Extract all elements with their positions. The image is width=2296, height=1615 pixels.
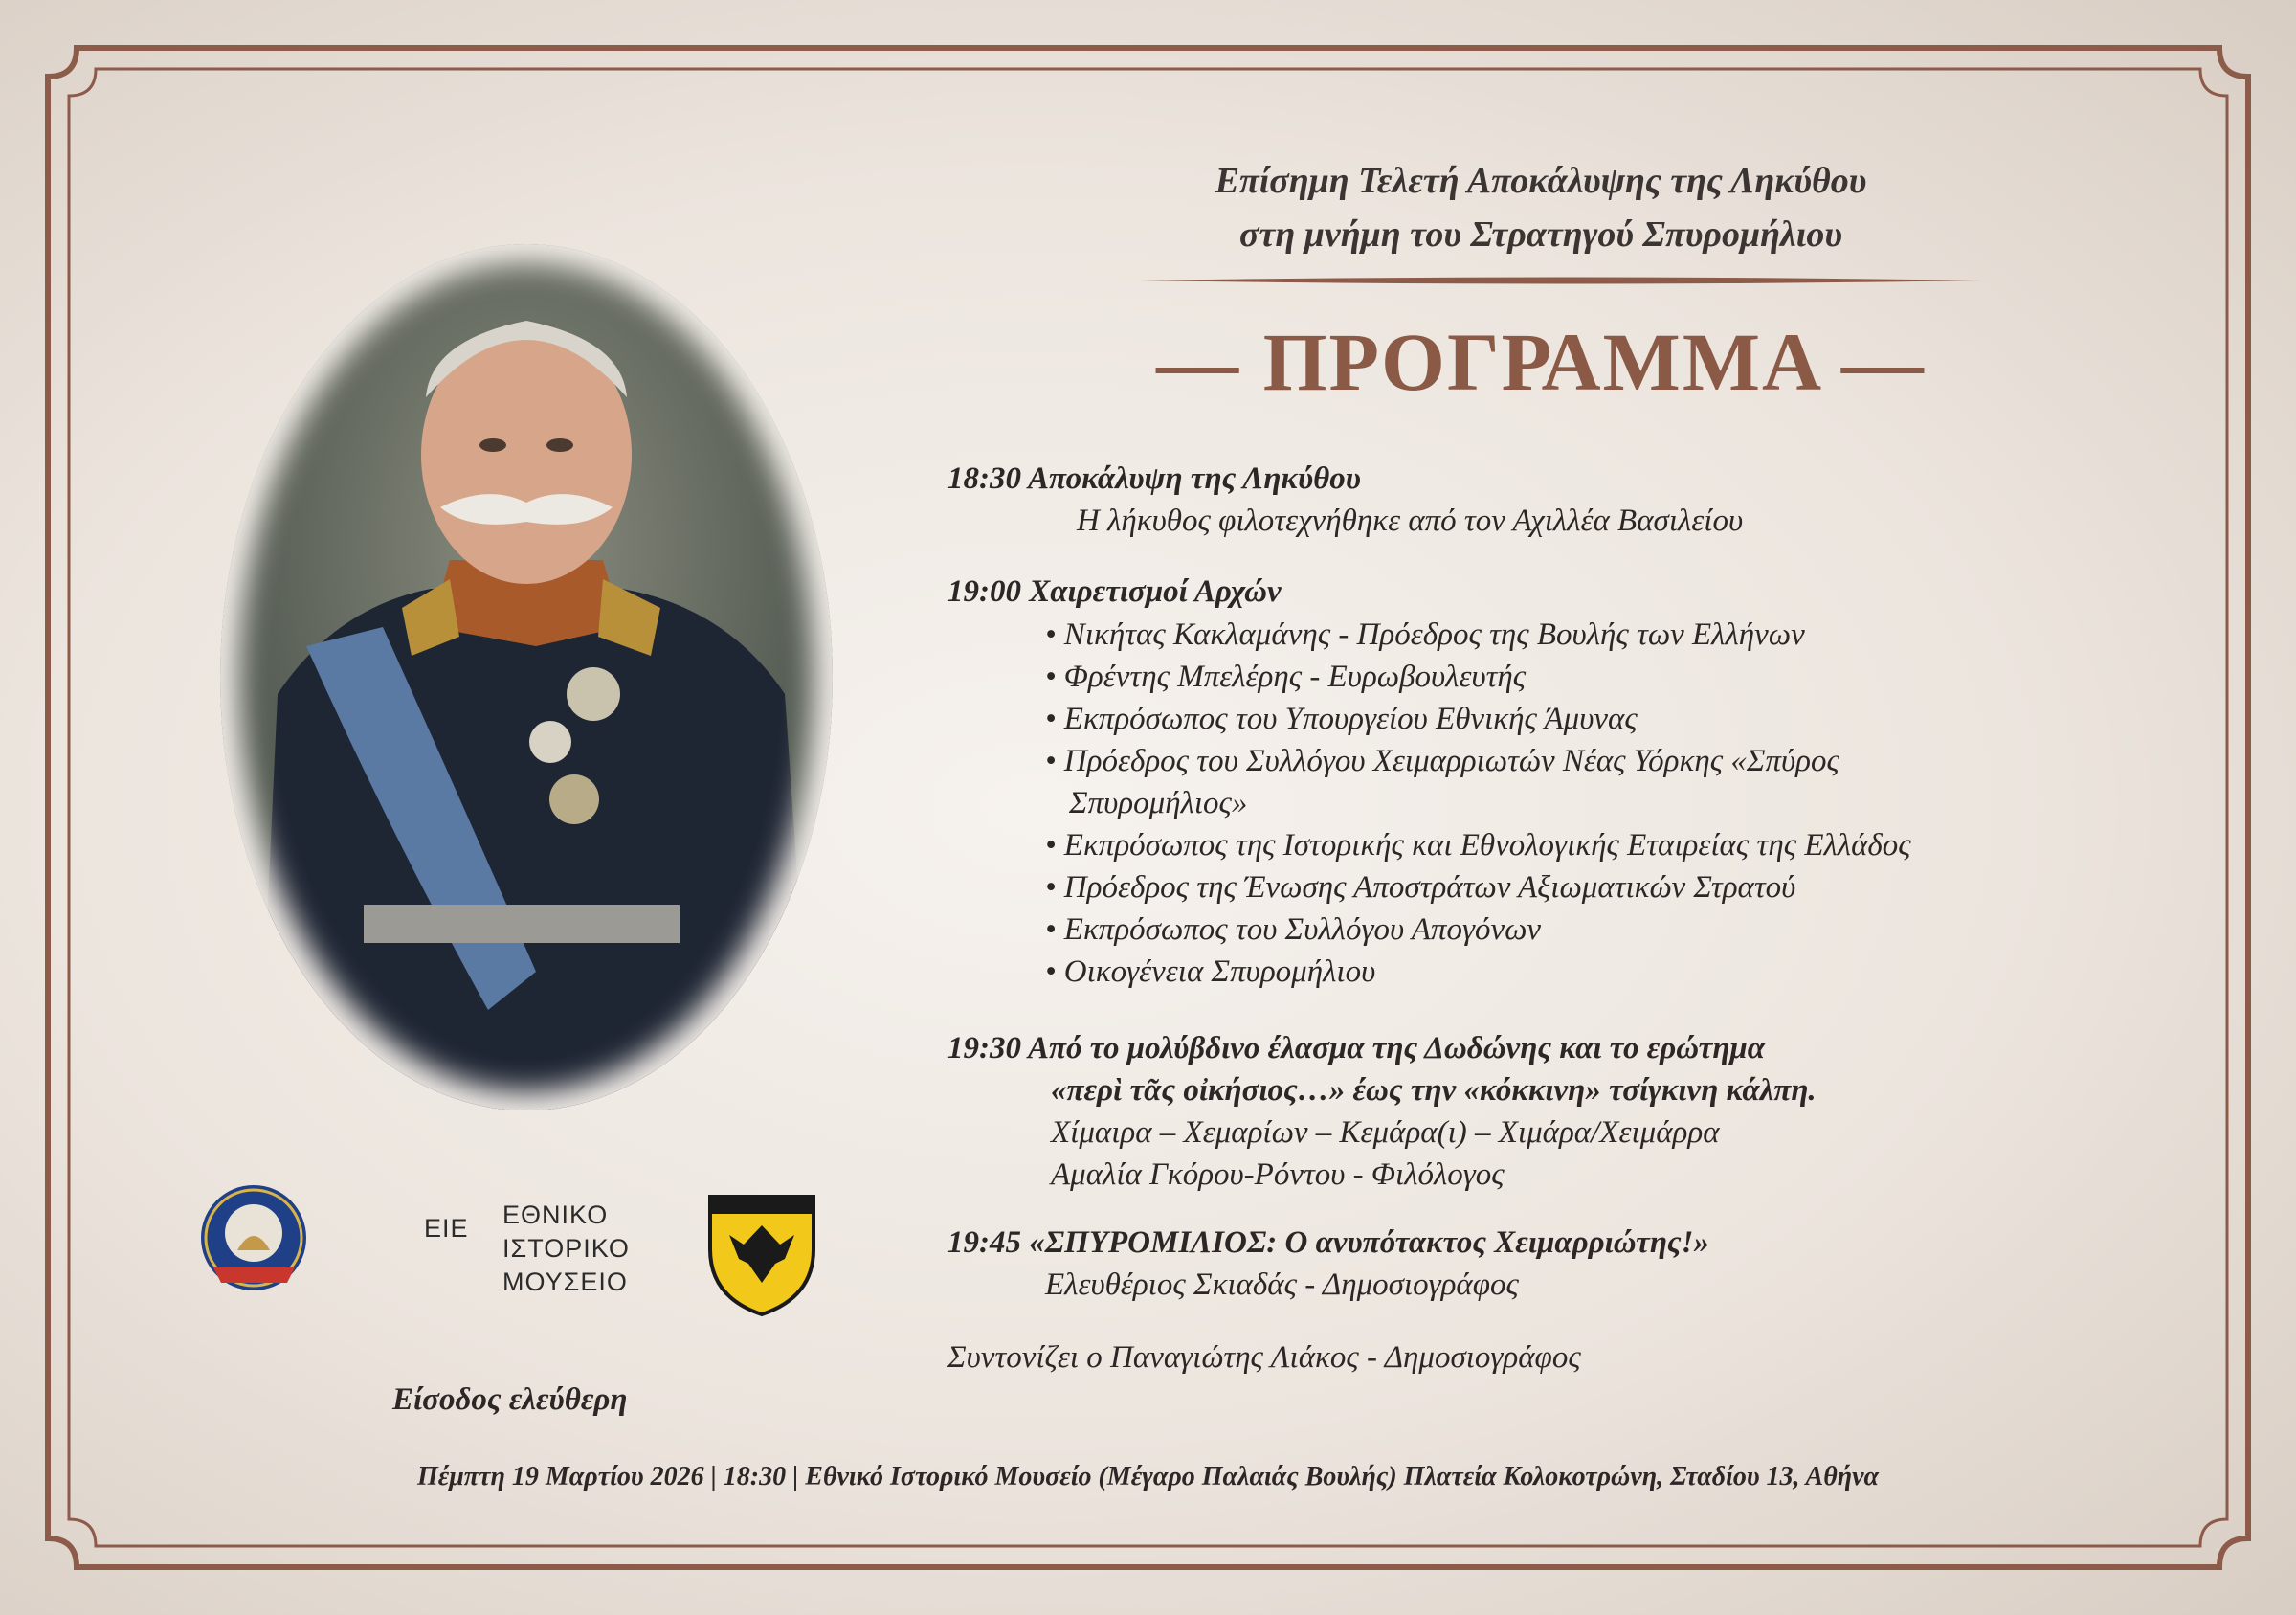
program-item3-detail: Χίμαιρα – Χεμαρίων – Κεμάρα(ι) – Χιμάρα/Χειμάρρα	[1051, 1115, 1720, 1150]
program-item4-headline: 19:45 «ΣΠΥΡΟΜΙΛΙΟΣ: Ο ανυπότακτος Χειμαρριώτης!»	[947, 1225, 1709, 1260]
program-item2-bullet-cont: Σπυρομήλιος»	[1069, 786, 1248, 820]
event-details-footer: Πέμπτη 19 Μαρτίου 2026 | 18:30 | Εθνικό Ιστορικό Μουσείο (Μέγαρο Παλαιάς Βουλής) Πλατεία Κολοκοτρώνη, Σταδίου 13, Αθήνα	[416, 1462, 1880, 1492]
ehm-logo-line2: ΙΣΤΟΡΙΚΟ	[502, 1234, 630, 1263]
program-item2-bullet: • Οικογένεια Σπυρομήλιου	[1045, 954, 1376, 989]
program-item3-speaker: Αμαλία Γκόρου-Ρόντου - Φιλόλογος	[1051, 1157, 1505, 1192]
program-item1-detail: Η λήκυθος φιλοτεχνήθηκε από τον Αχιλλέα Βασιλείου	[1077, 504, 1744, 538]
title-divider	[1139, 274, 1981, 287]
program-item1-headline: 18:30 Αποκάλυψη της Ληκύθου	[947, 461, 1361, 496]
program-item2-bullet: • Εκπρόσωπος του Συλλόγου Απογόνων	[1045, 912, 1542, 947]
program-moderator: Συντονίζει ο Παναγιώτης Λιάκος - Δημοσιογράφος	[947, 1340, 1581, 1375]
program-item2-bullet: • Φρέντης Μπελέρης - Ευρωβουλευτής	[1045, 660, 1527, 694]
program-item2-headline: 19:00 Χαιρετισμοί Αρχών	[947, 574, 1282, 609]
portrait-spyromilios	[220, 244, 833, 1110]
free-entry-note: Είσοδος ελεύθερη	[392, 1382, 628, 1417]
ehm-logo-line1: ΕΘΝΙΚΟ	[502, 1200, 609, 1229]
program-item3-headline: 19:30 Από το μολύβδινο έλασμα της Δωδώνης και το ερώτημα	[947, 1031, 1766, 1065]
program-item3-headline-cont: «περὶ τᾶς οἰκήσιος…» έως την «κόκκινη» τσίγκινη κάλπη.	[1051, 1073, 1817, 1108]
eaas-shield-logo	[705, 1192, 818, 1318]
program-item2-bullet: • Πρόεδρος της Ένωσης Αποστράτων Αξιωματικών Στρατού	[1045, 870, 1796, 905]
program-item2-bullet: • Νικήτας Κακλαμάνης - Πρόεδρος της Βουλής των Ελλήνων	[1045, 617, 1805, 652]
ehm-logo-monogram: ΕΙΕ	[424, 1214, 469, 1243]
event-title-line1: Επίσημη Τελετή Αποκάλυψης της Ληκύθου	[1215, 161, 1867, 201]
program-heading: — ΠΡΟΓΡΑΜΜΑ —	[1156, 316, 1926, 408]
chimarriotes-society-logo	[199, 1183, 309, 1293]
event-title-line2: στη μνήμη του Στρατηγού Σπυρομήλιου	[1239, 214, 1842, 255]
program-item4-speaker: Ελευθέριος Σκιαδάς - Δημοσιογράφος	[1045, 1267, 1519, 1302]
ehm-logo-line3: ΜΟΥΣΕΙΟ	[502, 1267, 628, 1296]
program-item2-bullet: • Εκπρόσωπος του Υπουργείου Εθνικής Άμυνας	[1045, 702, 1638, 736]
program-item2-bullet: • Πρόεδρος του Συλλόγου Χειμαρριωτών Νέας Υόρκης «Σπύρος	[1045, 744, 1839, 778]
program-item2-bullet: • Εκπρόσωπος της Ιστορικής και Εθνολογικής Εταιρείας της Ελλάδος	[1045, 828, 1911, 863]
